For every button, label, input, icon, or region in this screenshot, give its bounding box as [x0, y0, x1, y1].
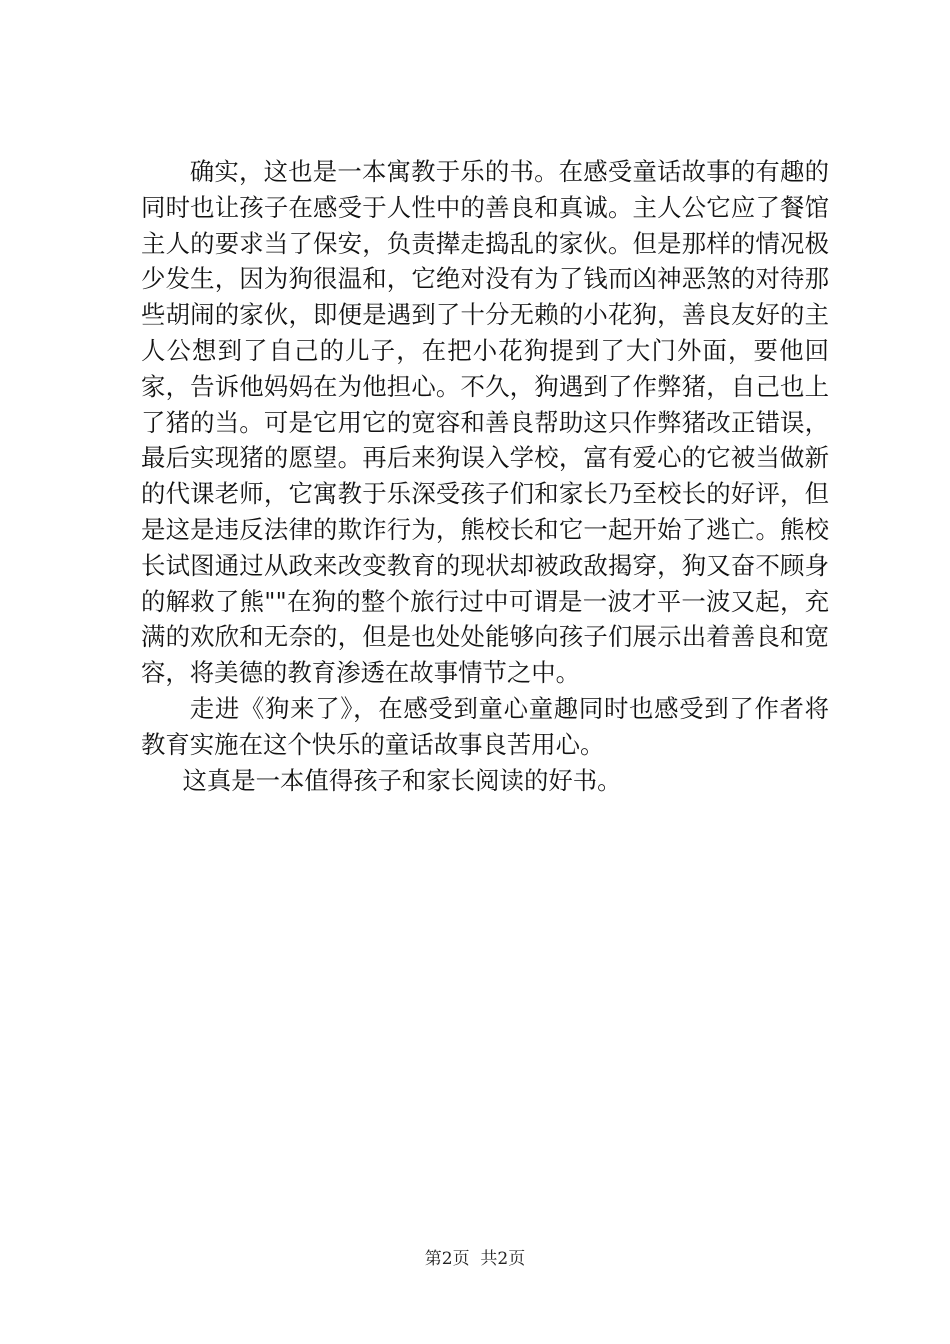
- paragraph-3: 这真是一本值得孩子和家长阅读的好书。: [182, 765, 622, 795]
- paragraph-1: 确实，这也是一本寓教于乐的书。在感受童话故事的有趣的同时也让孩子在感受于人性中的善良和真诚。主人公它应了餐馆主人的要求当了保安，负责撵走捣乱的家伙。但是那样的情况极少发生，因为狗很温和，它绝对没有为了钱而凶神恶煞的对待那些胡闹的家伙，即便是遇到了十分无赖的小花狗，善良友好的主人公想到了自己的儿子，在把小花狗提到了大门外面，要他回家，告诉他妈妈在为他担心。不久，狗遇到了作弊猪，自己也上了猪的当。可是它用它的宽容和善良帮助这只作弊猪改正错误，最后实现猪的愿望。再后来狗误入学校，富有爱心的它被当做新的代课老师，它寓教于乐深受孩子们和家长乃至校长的好评，但是这是违反法律的欺诈行为，熊校长和它一起开始了逃亡。熊校长试图通过从政来改变教育的现状却被政敌揭穿，狗又奋不顾身的解救了熊""在狗的整个旅行过中可谓是一波才平一波又起，充满的欢欣和无奈的，但是也处处能够向孩子们展示出着善良和宽容，将美德的教育渗透在故事情节之中。: [141, 157, 829, 688]
- page-number: 第2页 共2页: [424, 1249, 526, 1269]
- paragraph-2: 走进《狗来了》，在感受到童心童趣同时也感受到了作者将教育实施在这个快乐的童话故事良苦用心。: [141, 693, 829, 759]
- page-footer: [0, 1244, 950, 1269]
- document-body: [141, 154, 829, 798]
